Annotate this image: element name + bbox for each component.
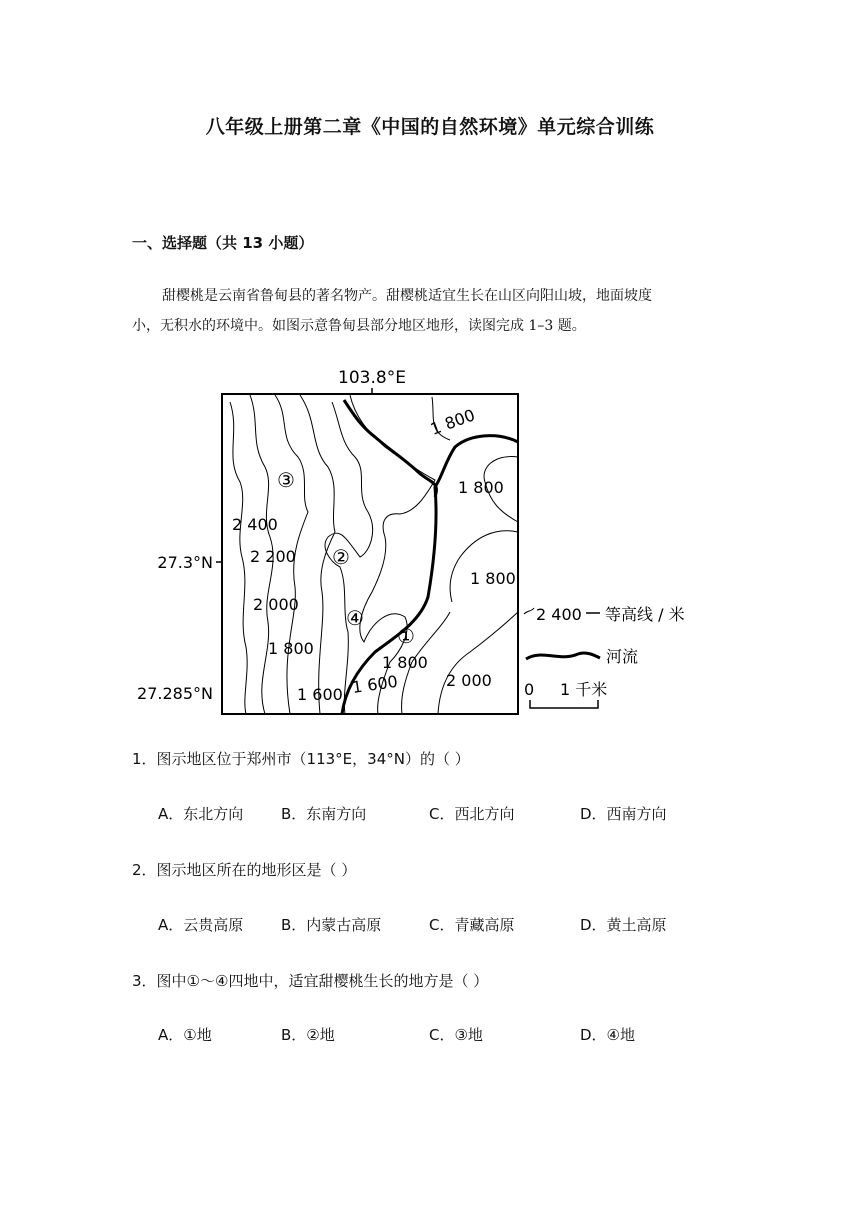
legend-river-text: 河流 <box>606 647 639 666</box>
option-c[interactable]: C．青藏高原 <box>429 916 515 934</box>
contour-label: 1 600 <box>297 685 343 704</box>
intro-line-1: 甜樱桃是云南省鲁甸县的著名物产。甜樱桃适宜生长在山区向阳山坡，地面坡度 <box>162 288 652 304</box>
question-3-options <box>158 1024 758 1048</box>
scale-text: 1 千米 <box>560 680 608 699</box>
contour-labels <box>232 405 516 704</box>
latitude-label-top: 27.3°N <box>157 553 213 572</box>
question-1-options <box>158 803 758 827</box>
contour-label: 1 800 <box>427 405 478 439</box>
intro-line-2: 小，无积水的环境中。如图示意鲁甸县部分地区地形，读图完成 1–3 题。 <box>132 318 586 334</box>
contour-label: 2 200 <box>250 547 296 566</box>
option-a[interactable]: A．东北方向 <box>158 805 244 823</box>
contour-label: 1 800 <box>382 653 428 672</box>
legend-contour-text: 等高线 / 米 <box>605 605 685 624</box>
question-2-options <box>158 914 758 938</box>
option-b[interactable]: B．东南方向 <box>281 805 367 823</box>
option-a[interactable]: A．①地 <box>158 1026 212 1044</box>
scale-zero: 0 <box>524 680 535 699</box>
question-3: 3．图中①～④四地中，适宜甜樱桃生长的地方是（ ） <box>132 972 489 990</box>
map-legend <box>524 605 685 708</box>
scale-bar <box>530 700 598 708</box>
contour-label: 2 400 <box>232 515 278 534</box>
legend-contour-value: 2 400 <box>536 605 582 624</box>
option-d[interactable]: D．④地 <box>580 1026 635 1044</box>
option-c[interactable]: C．西北方向 <box>429 805 515 823</box>
river <box>342 400 518 714</box>
section-heading: 一、选择题（共 13 小题） <box>132 234 314 252</box>
option-d[interactable]: D．黄土高原 <box>580 916 667 934</box>
question-2: 2．图示地区所在的地形区是（ ） <box>132 861 357 879</box>
question-1: 1．图示地区位于郑州市（113°E，34°N）的（ ） <box>132 750 470 768</box>
contour-label: 1 600 <box>350 671 399 697</box>
legend-contour-sample <box>524 608 534 614</box>
option-b[interactable]: B．内蒙古高原 <box>281 916 382 934</box>
site-labels <box>277 468 415 648</box>
longitude-label: 103.8°E <box>338 368 406 388</box>
option-a[interactable]: A．云贵高原 <box>158 916 244 934</box>
topographic-map <box>137 362 710 724</box>
site-label-3: ③ <box>277 468 295 492</box>
contour-label: 1 800 <box>458 478 504 497</box>
contour-label: 2 000 <box>446 671 492 690</box>
legend-river-sample <box>526 653 600 659</box>
document-title: 八年级上册第二章《中国的自然环境》单元综合训练 <box>205 116 655 138</box>
site-label-1: ① <box>397 624 415 648</box>
contour-label: 1 800 <box>470 569 516 588</box>
latitude-label-bottom: 27.285°N <box>137 684 213 703</box>
contour-label: 2 000 <box>253 595 299 614</box>
option-c[interactable]: C．③地 <box>429 1026 483 1044</box>
site-label-4: ④ <box>346 606 364 630</box>
intro-paragraph <box>132 281 722 341</box>
option-d[interactable]: D．西南方向 <box>580 805 667 823</box>
option-b[interactable]: B．②地 <box>281 1026 335 1044</box>
contour-label: 1 800 <box>268 639 314 658</box>
site-label-2: ② <box>332 545 350 569</box>
